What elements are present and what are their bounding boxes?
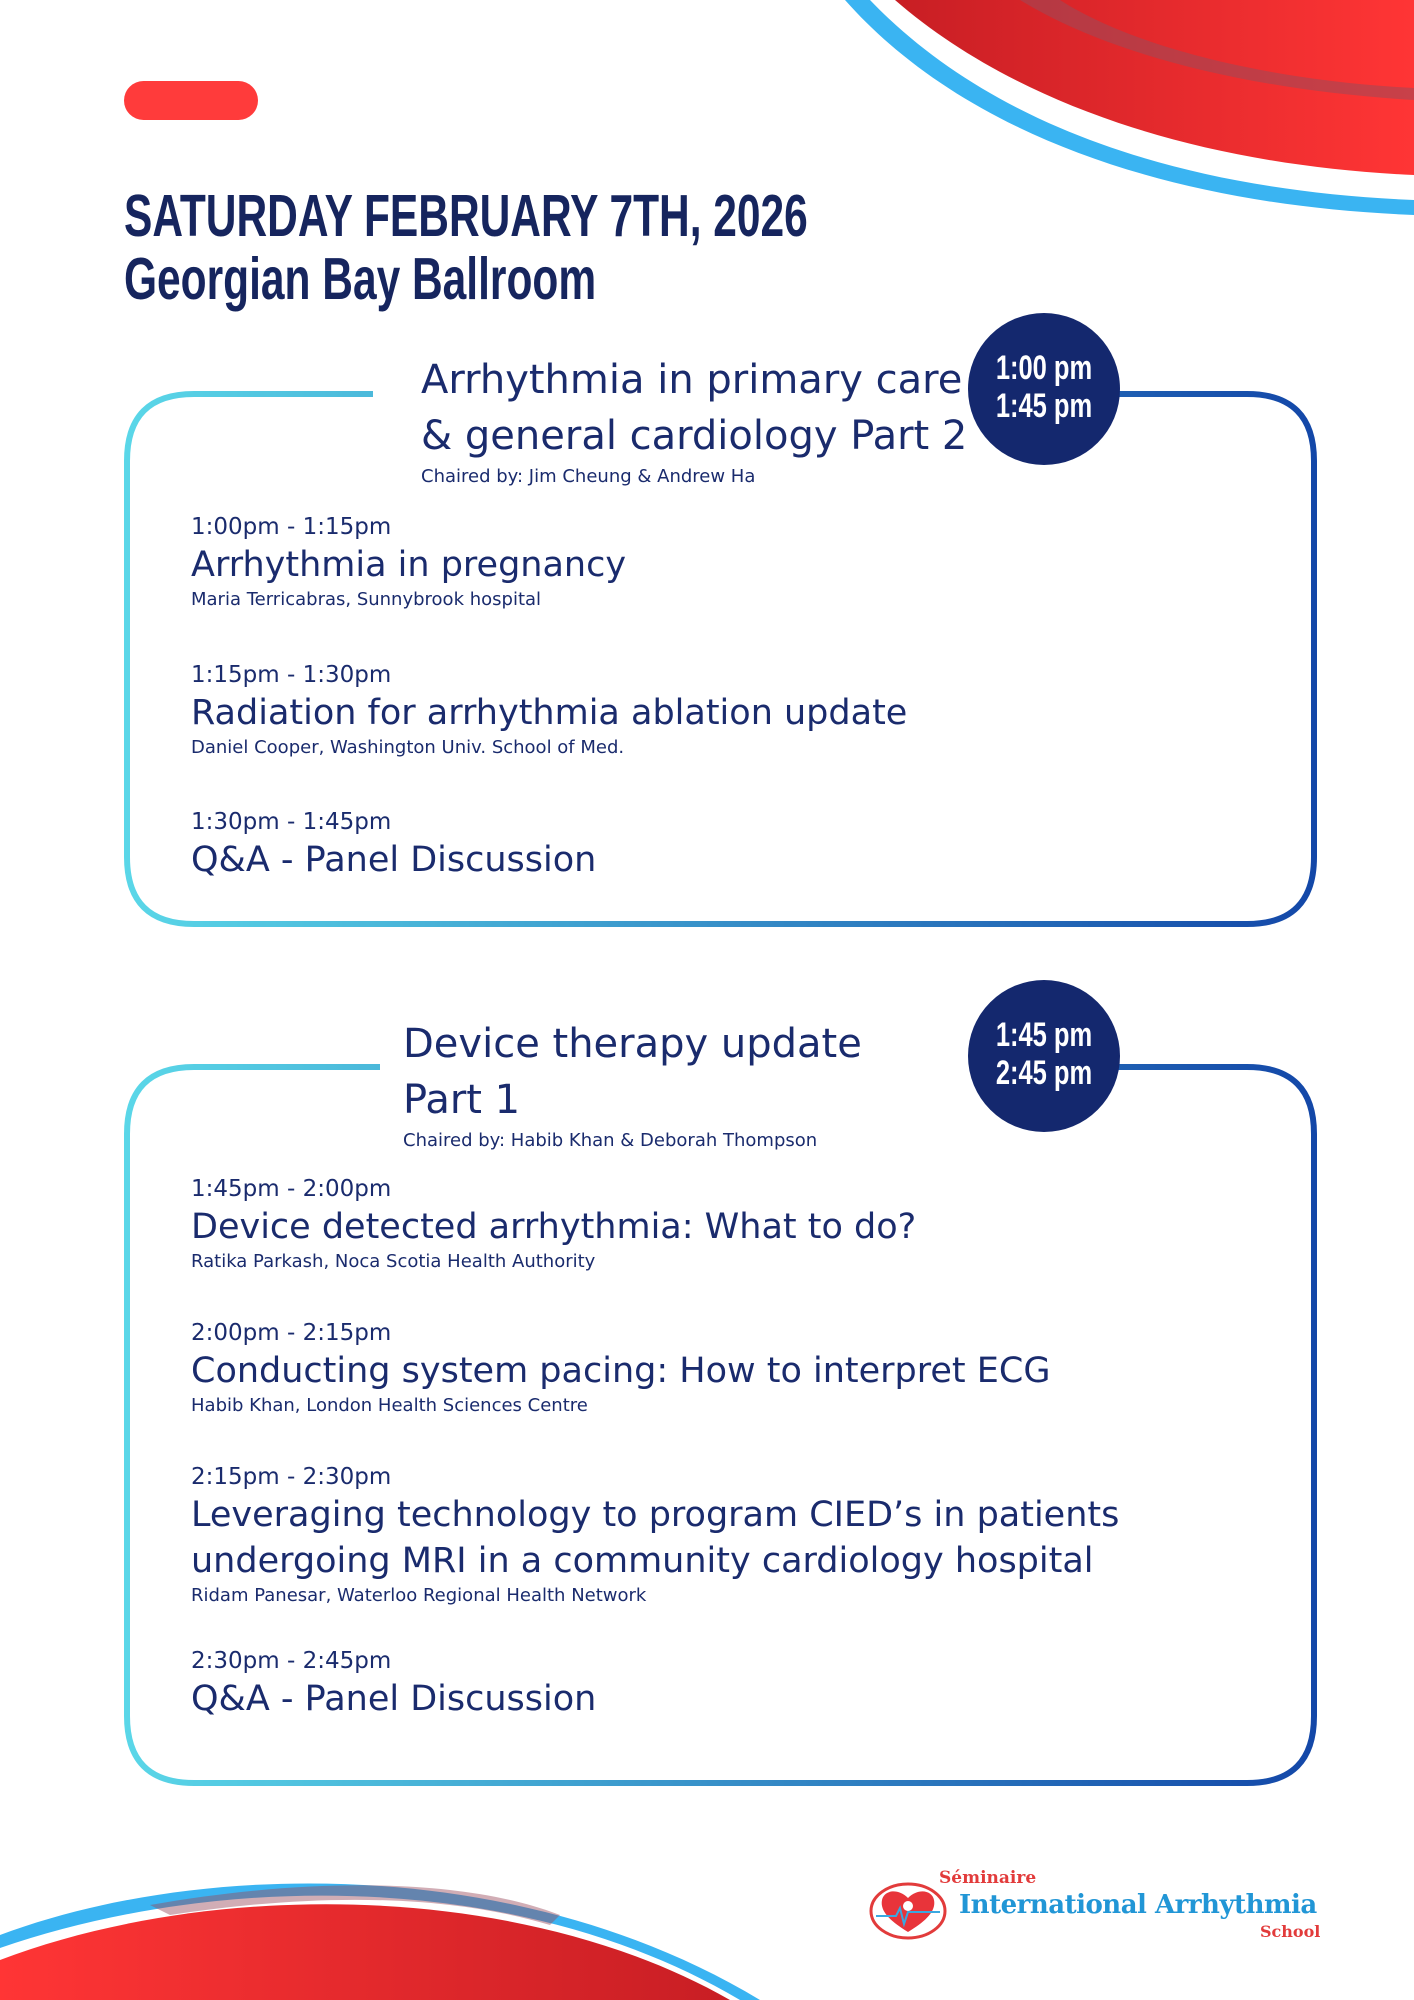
session-2-badge-start: 1:45 pm (995, 1016, 1093, 1054)
talk-title: Conducting system pacing: How to interpret ECG (191, 1351, 1051, 1391)
talk-title: Arrhythmia in pregnancy (191, 545, 627, 585)
talk-title: Q&A - Panel Discussion (191, 840, 597, 880)
session-2-title-line1: Device therapy update (403, 1021, 862, 1067)
accent-pill (124, 81, 258, 120)
talk-title-line1: Leveraging technology to program CIED’s in patients (191, 1495, 1120, 1535)
talk-time: 1:00pm - 1:15pm (191, 514, 392, 540)
talk-item (191, 512, 626, 612)
logo-line3: School (1260, 1922, 1321, 1941)
talk-time: 1:15pm - 1:30pm (191, 662, 392, 688)
talk-item (191, 1462, 1119, 1608)
talk-item (191, 807, 596, 883)
session-2-time-badge (968, 980, 1120, 1132)
talk-title: Radiation for arrhythmia ablation update (191, 693, 908, 733)
session-2-title-line2: Part 1 (403, 1077, 521, 1123)
heart-logo-icon (868, 1880, 948, 1942)
talk-speaker: Daniel Cooper, Washington Univ. School of Med. (191, 737, 625, 758)
talk-speaker: Ridam Panesar, Waterloo Regional Health Network (191, 1585, 647, 1606)
talk-time: 1:45pm - 2:00pm (191, 1176, 392, 1202)
talk-item (191, 1318, 1050, 1418)
session-1-title-line2: & general cardiology Part 2 (421, 413, 968, 459)
session-1-title-line1: Arrhythmia in primary care (421, 357, 963, 403)
talk-time: 2:00pm - 2:15pm (191, 1320, 392, 1346)
session-1-badge-end: 1:45 pm (995, 387, 1093, 425)
talk-item (191, 660, 907, 760)
talk-speaker: Maria Terricabras, Sunnybrook hospital (191, 589, 542, 610)
talk-speaker: Habib Khan, London Health Sciences Centre (191, 1395, 588, 1416)
venue-name: Georgian Bay Ballroom (124, 246, 597, 312)
session-1-time-badge (968, 313, 1120, 465)
session-2-chairs: Chaired by: Habib Khan & Deborah Thompson (403, 1130, 818, 1151)
session-1-badge-start: 1:00 pm (995, 349, 1093, 387)
session-1-chairs: Chaired by: Jim Cheung & Andrew Ha (421, 466, 756, 487)
logo-line1: Séminaire (939, 1868, 1037, 1888)
session-2-badge-end: 2:45 pm (995, 1054, 1093, 1092)
talk-time: 2:15pm - 2:30pm (191, 1464, 392, 1490)
event-date: SATURDAY FEBRUARY 7TH, 2026 (124, 183, 808, 249)
bottom-red-swoosh (0, 1904, 730, 2000)
talk-time: 1:30pm - 1:45pm (191, 809, 392, 835)
talk-speaker: Ratika Parkash, Noca Scotia Health Authority (191, 1251, 596, 1272)
talk-title: Q&A - Panel Discussion (191, 1679, 597, 1719)
talk-item (191, 1646, 596, 1722)
talk-item (191, 1174, 916, 1274)
logo-line2: International Arrhythmia (959, 1890, 1317, 1920)
talk-title-line2: undergoing MRI in a community cardiology hospital (191, 1541, 1094, 1581)
talk-title: Device detected arrhythmia: What to do? (191, 1207, 917, 1247)
talk-time: 2:30pm - 2:45pm (191, 1648, 392, 1674)
